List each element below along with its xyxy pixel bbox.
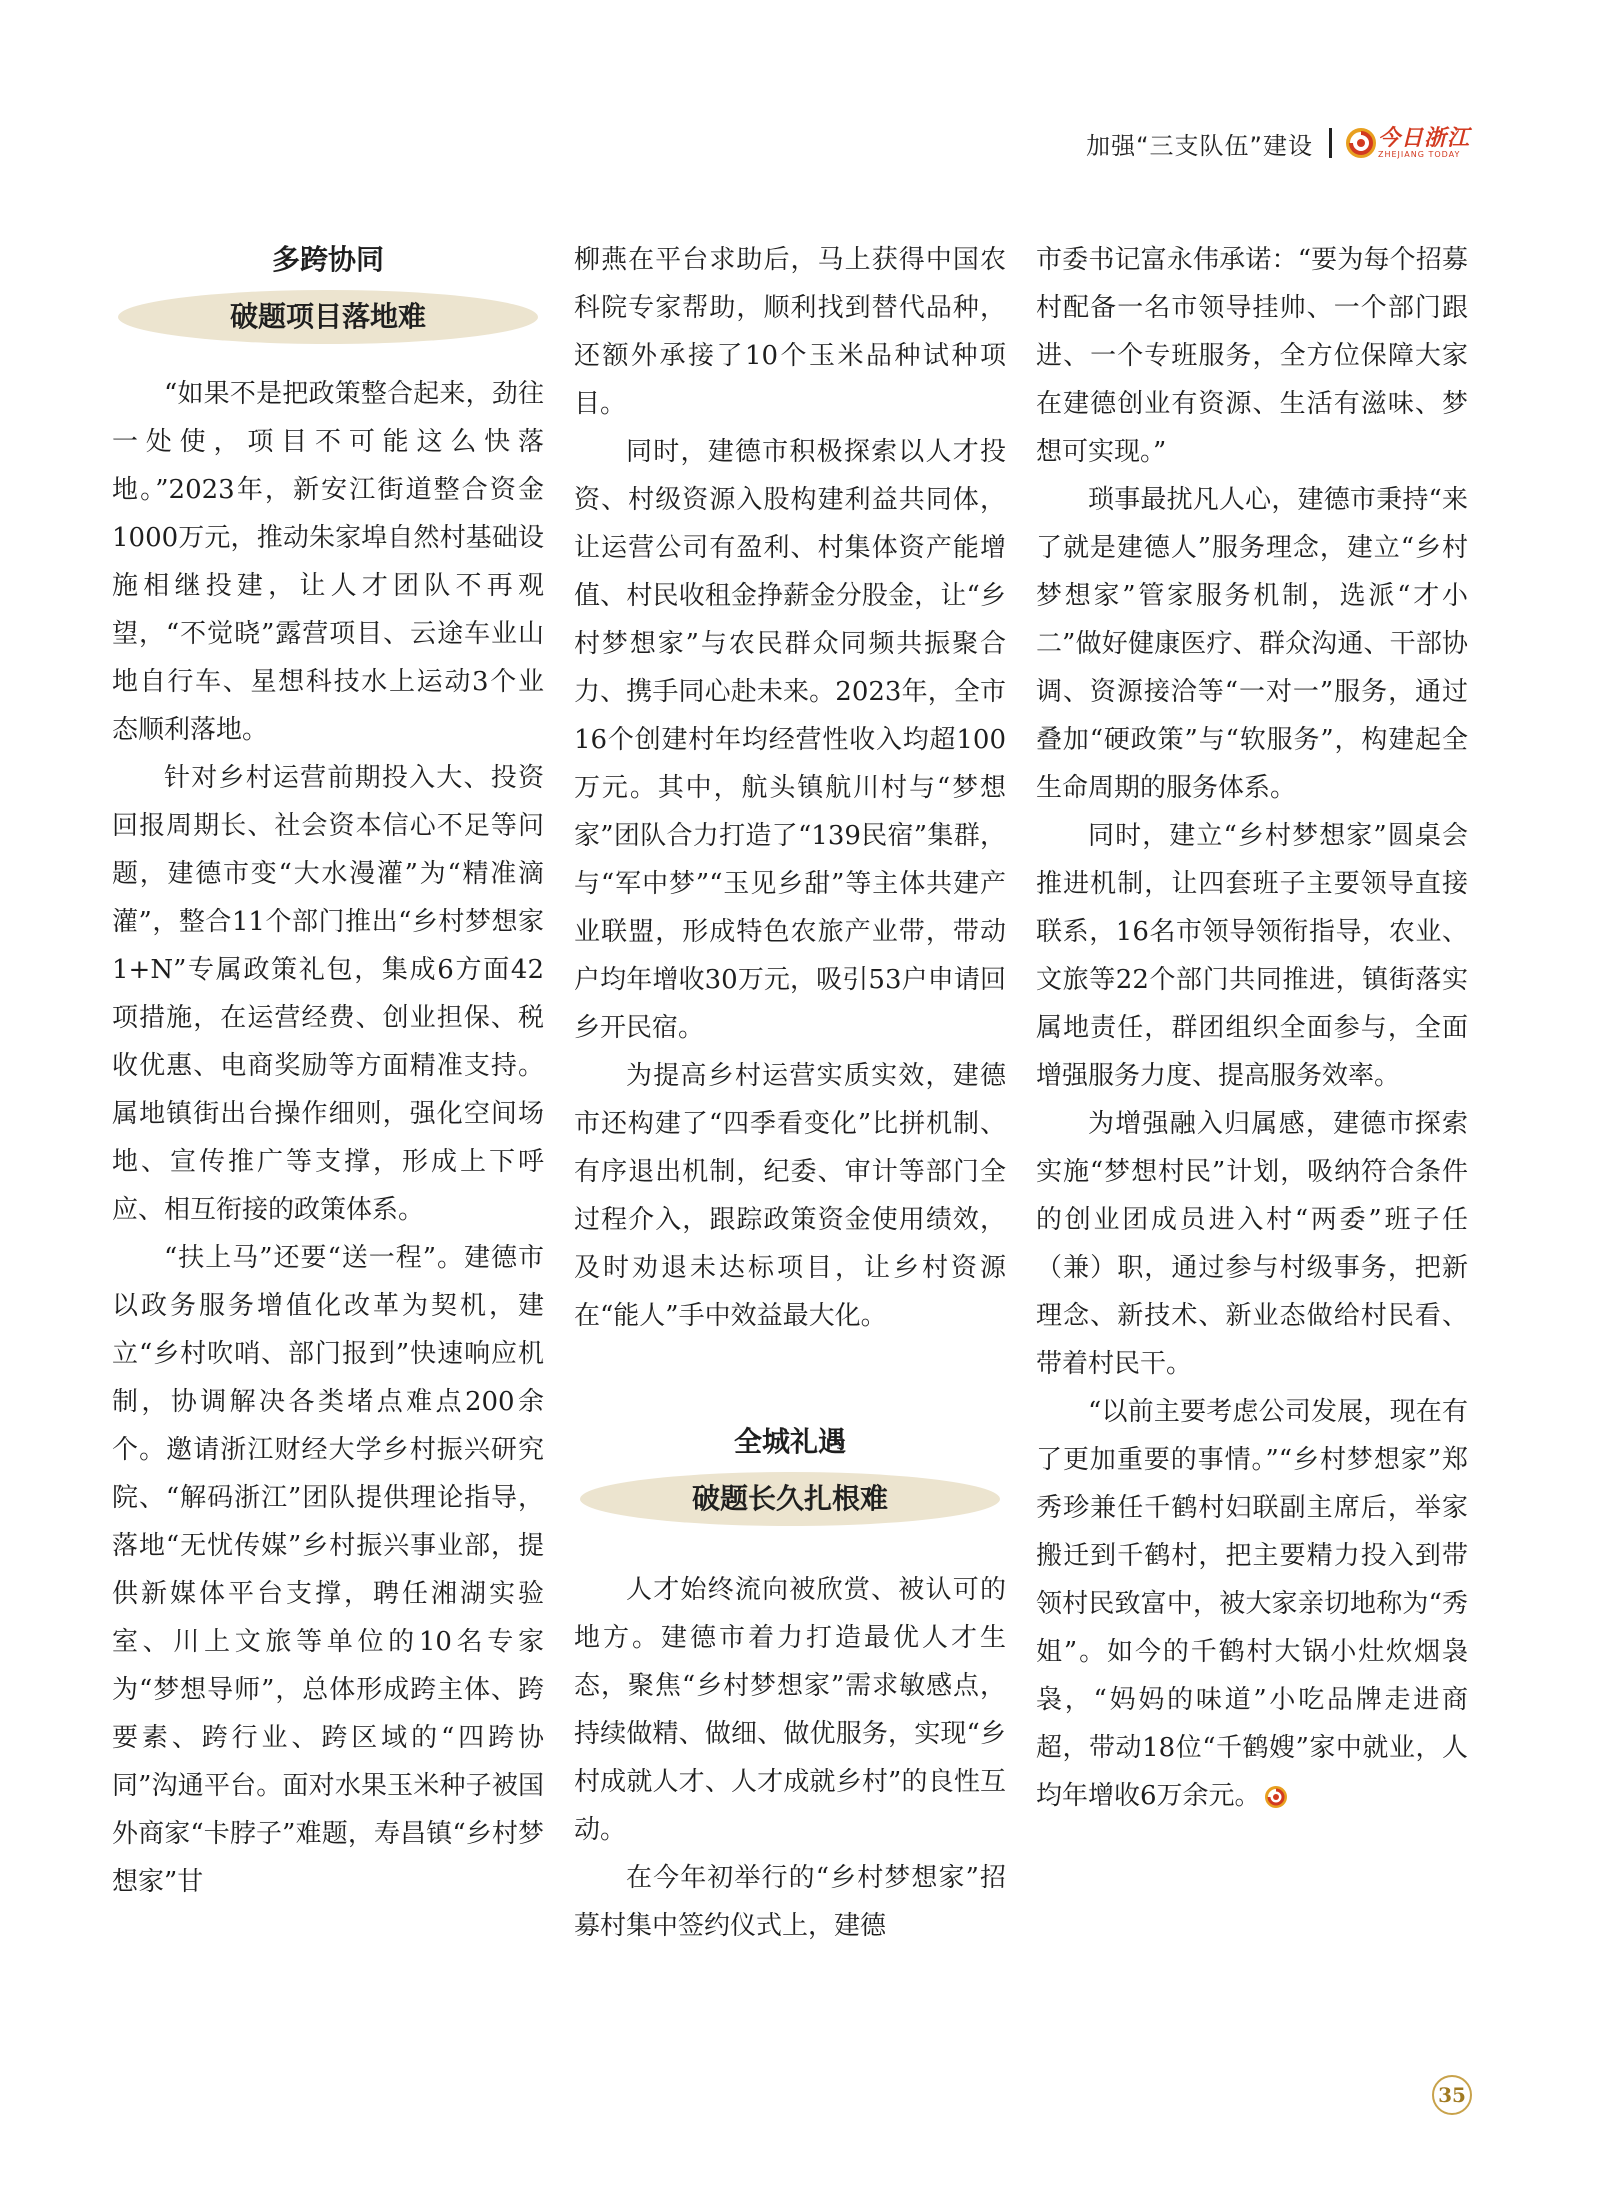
section-heading-2 bbox=[574, 1418, 1006, 1526]
header-divider bbox=[1329, 128, 1332, 158]
brand-chinese-name: 今日浙江 bbox=[1377, 125, 1470, 151]
section-heading-2-top: 全城礼遇 bbox=[733, 1425, 846, 1458]
brand-english-name: ZHEJIANG TODAY bbox=[1377, 150, 1461, 159]
brand-swirl-icon bbox=[1346, 128, 1376, 158]
page-number bbox=[1432, 2075, 1472, 2115]
paragraph: “扶上马”还要“送一程”。建德市以政务服务增值化改革为契机，建立“乡村吹哨、部门报到”快速响应机制，协调解决各类堵点难点200余个。邀请浙江财经大学乡村振兴研究院、“解码浙江”团队提供理论指导，落地“无忧传媒”乡村振兴事业部，提供新媒体平台支撑，聘任湘湖实验室、川上文旅等单位的10名专家为“梦想导师”，总体形成跨主体、跨要素、跨行业、跨区域的“四跨协同”沟通平台。面对水果玉米种子被国外商家“卡脖子”难题，寿昌镇“乡村梦想家”甘 bbox=[112, 1243, 544, 1897]
paragraph-final bbox=[1036, 1388, 1468, 1820]
paragraph: 柳燕在平台求助后，马上获得中国农科院专家帮助，顺利找到替代品种，还额外承接了10个玉米品种试种项目。 bbox=[574, 245, 1006, 419]
paragraph: 人才始终流向被欣赏、被认可的地方。建德市着力打造最优人才生态，聚焦“乡村梦想家”需求敏感点，持续做精、做细、做优服务，实现“乡村成就人才、人才成就乡村”的良性互动。 bbox=[574, 1575, 1006, 1845]
section-heading-1-banner bbox=[118, 290, 538, 344]
section-heading-1-top: 多跨协同 bbox=[271, 243, 384, 276]
article-column-1 bbox=[112, 236, 544, 1906]
article-end-icon bbox=[1265, 1786, 1287, 1808]
paragraph: 针对乡村运营前期投入大、投资回报周期长、社会资本信心不足等问题，建德市变“大水漫灌”为“精准滴灌”，整合11个部门推出“乡村梦想家1+N”专属政策礼包，集成6方面42项措施，在运营经费、创业担保、税收优惠、电商奖励等方面精准支持。属地镇街出台操作细则，强化空间场地、宣传推广等支撑，形成上下呼应、相互衔接的政策体系。 bbox=[112, 763, 544, 1225]
paragraph: 为增强融入归属感，建德市探索实施“梦想村民”计划，吸纳符合条件的创业团成员进入村“两委”班子任（兼）职，通过参与村级事务，把新理念、新技术、新业态做给村民看、带着村民干。 bbox=[1036, 1109, 1468, 1379]
section-heading-1-bottom: 破题项目落地难 bbox=[229, 300, 426, 333]
paragraph: 同时，建立“乡村梦想家”圆桌会推进机制，让四套班子主要领导直接联系，16名市领导领衔指导，农业、文旅等22个部门共同推进，镇街落实属地责任，群团组织全面参与，全面增强服务力度、提高服务效率。 bbox=[1036, 821, 1468, 1091]
paragraph: 为提高乡村运营实质实效，建德市还构建了“四季看变化”比拼机制、有序退出机制，纪委、审计等部门全过程介入，跟踪政策资金使用绩效，及时劝退未达标项目，让乡村资源在“能人”手中效益最大化。 bbox=[574, 1061, 1006, 1331]
article-column-3 bbox=[1036, 236, 1468, 1820]
section-header-title: 加强“三支队伍”建设 bbox=[1086, 131, 1313, 160]
section-heading-2-bottom: 破题长久扎根难 bbox=[691, 1482, 888, 1515]
article-column-2 bbox=[574, 236, 1006, 1950]
paragraph: 市委书记富永伟承诺：“要为每个招募村配备一名市领导挂帅、一个部门跟进、一个专班服务，全方位保障大家在建德创业有资源、生活有滋味、梦想可实现。” bbox=[1036, 245, 1468, 467]
page-number-text: 35 bbox=[1438, 2083, 1466, 2107]
page-header bbox=[1086, 118, 1470, 168]
paragraph: “如果不是把政策整合起来，劲往一处使，项目不可能这么快落地。”2023年，新安江街道整合资金1000万元，推动朱家埠自然村基础设施相继投建，让人才团队不再观望，“不觉晓”露营项目、云途车业山地自行车、星想科技水上运动3个业态顺利落地。 bbox=[112, 379, 544, 745]
section-heading-1 bbox=[112, 236, 544, 344]
paragraph: 在今年初举行的“乡村梦想家”招募村集中签约仪式上，建德 bbox=[574, 1863, 1006, 1941]
paragraph-final-text: “以前主要考虑公司发展，现在有了更加重要的事情。”“乡村梦想家”郑秀珍兼任千鹤村妇联副主席后，举家搬迁到千鹤村，把主要精力投入到带领村民致富中，被大家亲切地称为“秀姐”。如今的千鹤村大锅小灶炊烟袅袅，“妈妈的味道”小吃品牌走进商超，带动18位“千鹤嫂”家中就业，人均年增收6万余元。 bbox=[1036, 1397, 1468, 1811]
paragraph: 同时，建德市积极探索以人才投资、村级资源入股构建利益共同体，让运营公司有盈利、村集体资产能增值、村民收租金挣薪金分股金，让“乡村梦想家”与农民群众同频共振聚合力、携手同心赴未来。2023年，全市16个创建村年均经营性收入均超100万元。其中，航头镇航川村与“梦想家”团队合力打造了“139民宿”集群，与“军中梦”“玉见乡甜”等主体共建产业联盟，形成特色农旅产业带，带动户均年增收30万元，吸引53户申请回乡开民宿。 bbox=[574, 437, 1006, 1043]
magazine-logo bbox=[1346, 127, 1470, 159]
section-heading-2-banner bbox=[580, 1472, 1000, 1526]
paragraph: 琐事最扰凡人心，建德市秉持“来了就是建德人”服务理念，建立“乡村梦想家”管家服务机制，选派“才小二”做好健康医疗、群众沟通、干部协调、资源接洽等“一对一”服务，通过叠加“硬政策”与“软服务”，构建起全生命周期的服务体系。 bbox=[1036, 485, 1468, 803]
